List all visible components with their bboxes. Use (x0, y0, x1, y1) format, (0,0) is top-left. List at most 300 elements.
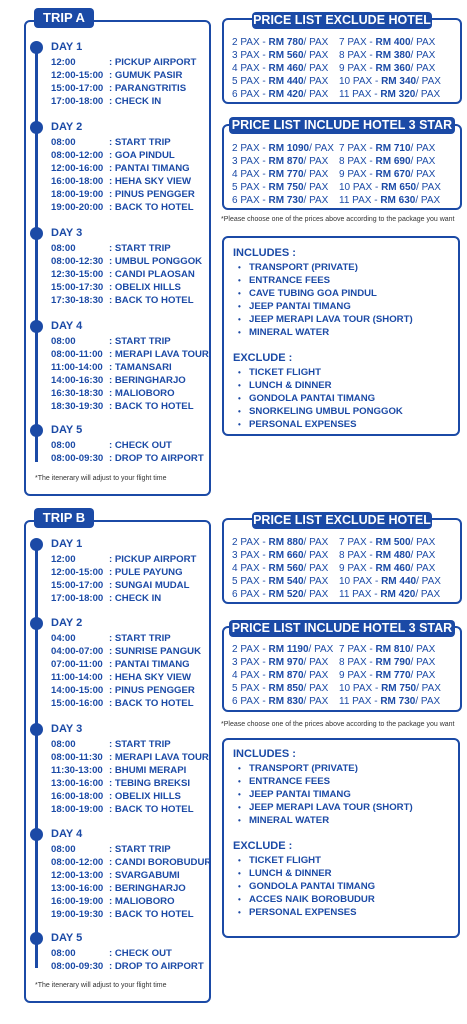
day-label: DAY 1 (51, 41, 83, 53)
itinerary-row (51, 751, 209, 764)
pax-count: 11 PAX - (339, 589, 378, 600)
price-row (232, 194, 328, 207)
itinerary-row (51, 895, 175, 908)
price-value: RM 780 (268, 37, 304, 48)
itinerary-note: *The itenerary will adjust to your flight time (35, 982, 167, 989)
exclude-item: • TICKET FLIGHT (238, 854, 321, 867)
itinerary-row (51, 803, 194, 816)
itinerary-time: 04:00-07:00 (51, 646, 104, 657)
pax-count: 10 PAX - (339, 683, 379, 694)
itinerary-time: 11:00-14:00 (51, 672, 103, 683)
price-row (339, 656, 435, 669)
timeline-dot (30, 723, 43, 736)
itinerary-row (51, 697, 194, 710)
trip-title-tab: TRIP B (34, 508, 94, 528)
itinerary-time: 18:00-19:00 (51, 189, 104, 200)
price-value: RM 540 (268, 576, 304, 587)
price-unit: / PAX (415, 589, 441, 600)
timeline-dot (30, 424, 43, 437)
price-row (232, 75, 328, 88)
itinerary-row (51, 136, 171, 149)
price-unit: / PAX (303, 182, 329, 193)
itinerary-time: 17:00-18:00 (51, 593, 104, 604)
price-row (339, 575, 441, 588)
itinerary-row (51, 56, 196, 69)
price-note: *Please choose one of the prices above according to the package you want (221, 721, 455, 728)
itinerary-time: 12:00 (51, 554, 76, 565)
price-value: RM 400 (375, 37, 411, 48)
price-unit: / PAX (303, 76, 329, 87)
timeline-dot (30, 828, 43, 841)
itinerary-row (51, 553, 196, 566)
price-unit: / PAX (303, 563, 329, 574)
pax-count: 5 PAX - (232, 76, 266, 87)
itinerary-row (51, 452, 204, 465)
price-row (232, 62, 328, 75)
itinerary-time: 17:00-18:00 (51, 96, 104, 107)
itinerary-row (51, 361, 172, 374)
price-unit: / PAX (303, 696, 329, 707)
price-unit: / PAX (303, 589, 329, 600)
itinerary-time: 08:00-11:30 (51, 752, 103, 763)
itinerary-time: 04:00 (51, 633, 76, 644)
itinerary-activity: : SUNRISE PANGUK (109, 646, 202, 657)
itinerary-row (51, 882, 186, 895)
pax-count: 9 PAX - (339, 63, 373, 74)
price-row (339, 36, 435, 49)
price-unit: / PAX (410, 169, 436, 180)
price-unit: / PAX (309, 143, 334, 154)
exclude-item: • GONDOLA PANTAI TIMANG (238, 880, 375, 893)
price-value: RM 380 (375, 50, 411, 61)
itinerary-activity: : BACK TO HOTEL (109, 698, 194, 709)
itinerary-activity: : OBELIX HILLS (109, 791, 181, 802)
exclude-item: • ACCES NAIK BOROBUDUR (238, 893, 375, 906)
itinerary-row (51, 387, 175, 400)
itinerary-time: 13:00-16:00 (51, 883, 104, 894)
itinerary-time: 12:00-13:00 (51, 870, 104, 881)
itinerary-row (51, 632, 171, 645)
itinerary-time: 13:00-16:00 (51, 778, 104, 789)
itinerary-row (51, 175, 191, 188)
itinerary-time: 15:00-17:00 (51, 83, 104, 94)
itinerary-row (51, 255, 202, 268)
includes-item: • TRANSPORT (PRIVATE) (238, 762, 358, 775)
itinerary-row (51, 579, 189, 592)
pax-count: 8 PAX - (339, 50, 373, 61)
pax-count: 10 PAX - (339, 76, 379, 87)
itinerary-activity: : CANDI PLAOSAN (109, 269, 195, 280)
itinerary-time: 19:00-20:00 (51, 202, 104, 213)
price-row (232, 682, 328, 695)
pax-count: 4 PAX - (232, 563, 266, 574)
itinerary-time: 08:00 (51, 844, 76, 855)
price-value: RM 560 (268, 563, 304, 574)
pax-count: 9 PAX - (339, 169, 373, 180)
itinerary-activity: : BACK TO HOTEL (109, 401, 194, 412)
day-label: DAY 5 (51, 424, 83, 436)
itinerary-row (51, 268, 195, 281)
itinerary-row (51, 947, 172, 960)
price-unit: / PAX (303, 37, 329, 48)
itinerary-time: 11:00-14:00 (51, 362, 103, 373)
price-row (339, 75, 441, 88)
price-row (232, 588, 328, 601)
includes-item: • MINERAL WATER (238, 326, 329, 339)
timeline-line (35, 546, 38, 968)
timeline-dot (30, 932, 43, 945)
itinerary-time: 18:30-19:30 (51, 401, 104, 412)
day-label: DAY 4 (51, 828, 83, 840)
itinerary-row (51, 95, 161, 108)
pax-count: 7 PAX - (339, 644, 373, 655)
exclude-item: • GONDOLA PANTAI TIMANG (238, 392, 375, 405)
price-unit: / PAX (303, 576, 329, 587)
day-label: DAY 2 (51, 121, 83, 133)
price-unit: / PAX (303, 89, 329, 100)
itinerary-row (51, 658, 190, 671)
itinerary-activity: : GOA PINDUL (109, 150, 175, 161)
price-row (339, 181, 441, 194)
price-value: RM 520 (268, 589, 304, 600)
pax-count: 4 PAX - (232, 670, 266, 681)
price-row (339, 194, 440, 207)
price-value: RM 360 (375, 63, 411, 74)
price-unit: / PAX (410, 550, 436, 561)
price-value: RM 630 (380, 195, 416, 206)
itinerary-row (51, 374, 186, 387)
price-unit: / PAX (410, 537, 436, 548)
price-row (232, 549, 328, 562)
day-label: DAY 3 (51, 227, 83, 239)
price-unit: / PAX (410, 63, 436, 74)
itinerary-activity: : PULE PAYUNG (109, 567, 183, 578)
price-unit: / PAX (303, 156, 329, 167)
price-unit: / PAX (415, 89, 441, 100)
itinerary-row (51, 764, 186, 777)
timeline-dot (30, 538, 43, 551)
price-unit: / PAX (416, 182, 441, 193)
price-unit: / PAX (410, 657, 436, 668)
itinerary-activity: : SUNGAI MUDAL (109, 580, 190, 591)
itinerary-time: 08:00 (51, 137, 76, 148)
pax-count: 9 PAX - (339, 670, 373, 681)
itinerary-activity: : GUMUK PASIR (109, 70, 183, 81)
price-row (339, 682, 441, 695)
itinerary-activity: : BACK TO HOTEL (109, 909, 194, 920)
itinerary-time: 08:00-12:30 (51, 256, 104, 267)
itinerary-time: 18:00-19:00 (51, 804, 104, 815)
price-row (339, 168, 435, 181)
itinerary-time: 08:00 (51, 739, 76, 750)
pax-count: 7 PAX - (339, 37, 373, 48)
price-value: RM 460 (268, 63, 304, 74)
timeline-dot (30, 41, 43, 54)
itinerary-row (51, 566, 183, 579)
itinerary-row (51, 908, 194, 921)
itinerary-activity: : DROP TO AIRPORT (109, 453, 204, 464)
timeline-dot (30, 227, 43, 240)
price-unit: / PAX (410, 143, 436, 154)
itinerary-activity: : START TRIP (109, 336, 171, 347)
pax-count: 8 PAX - (339, 156, 373, 167)
itinerary-time: 12:00-16:00 (51, 163, 104, 174)
pax-count: 7 PAX - (339, 537, 373, 548)
itinerary-time: 08:00 (51, 336, 76, 347)
price-row (232, 142, 334, 155)
price-value: RM 480 (375, 550, 411, 561)
itinerary-note: *The itenerary will adjust to your flight time (35, 475, 167, 482)
itinerary-activity: : START TRIP (109, 633, 171, 644)
exclude-item: • LUNCH & DINNER (238, 867, 332, 880)
price-row (232, 181, 328, 194)
itinerary-activity: : UMBUL PONGGOK (109, 256, 203, 267)
pax-count: 10 PAX - (339, 576, 379, 587)
itinerary-activity: : MERAPI LAVA TOUR (109, 752, 209, 763)
pax-count: 4 PAX - (232, 169, 266, 180)
price-row (232, 49, 328, 62)
price-value: RM 750 (268, 182, 304, 193)
itinerary-activity: : TAMANSARI (109, 362, 172, 373)
price-unit: / PAX (410, 670, 436, 681)
pax-count: 6 PAX - (232, 696, 266, 707)
price-row (339, 62, 435, 75)
itinerary-time: 08:00-11:00 (51, 349, 103, 360)
price-value: RM 1190 (268, 644, 309, 655)
includes-item: • CAVE TUBING GOA PINDUL (238, 287, 377, 300)
price-unit: / PAX (308, 644, 334, 655)
itinerary-activity: : START TRIP (109, 243, 171, 254)
itinerary-time: 08:00-09:30 (51, 961, 104, 972)
itinerary-time: 19:00-19:30 (51, 909, 104, 920)
pax-count: 7 PAX - (339, 143, 373, 154)
price-row (339, 536, 435, 549)
price-unit: / PAX (416, 76, 441, 87)
pax-count: 5 PAX - (232, 683, 266, 694)
price-row (232, 168, 328, 181)
itinerary-row (51, 348, 209, 361)
price-unit: / PAX (415, 696, 441, 707)
exclude-title: EXCLUDE : (233, 352, 293, 364)
itinerary-row (51, 294, 194, 307)
pax-count: 2 PAX - (232, 537, 266, 548)
itinerary-time: 08:00-12:00 (51, 857, 104, 868)
itinerary-row (51, 242, 171, 255)
pax-count: 11 PAX - (339, 696, 378, 707)
price-unit: / PAX (410, 644, 436, 655)
itinerary-row (51, 162, 190, 175)
price-row (339, 549, 435, 562)
itinerary-activity: : MALIOBORO (109, 896, 175, 907)
price-exclude-title: PRICE LIST EXCLUDE HOTEL (253, 513, 431, 527)
day-label: DAY 1 (51, 538, 83, 550)
itinerary-row (51, 645, 201, 658)
itinerary-time: 08:00-12:00 (51, 150, 104, 161)
price-row (232, 536, 328, 549)
itinerary-time: 17:30-18:30 (51, 295, 104, 306)
itinerary-activity: : BACK TO HOTEL (109, 295, 194, 306)
itinerary-row (51, 960, 204, 973)
price-value: RM 340 (381, 76, 417, 87)
price-include-title: PRICE LIST INCLUDE HOTEL 3 STAR (229, 620, 455, 637)
itinerary-activity: : START TRIP (109, 739, 171, 750)
exclude-item: • PERSONAL EXPENSES (238, 418, 357, 431)
price-unit: / PAX (303, 683, 329, 694)
itinerary-time: 15:00-17:00 (51, 580, 104, 591)
exclude-item: • TICKET FLIGHT (238, 366, 321, 379)
itinerary-activity: : CHECK IN (109, 593, 162, 604)
price-unit: / PAX (410, 563, 436, 574)
price-row (232, 695, 328, 708)
price-value: RM 870 (268, 670, 304, 681)
itinerary-time: 11:30-13:00 (51, 765, 103, 776)
itinerary-time: 08:00 (51, 243, 76, 254)
price-include-title: PRICE LIST INCLUDE HOTEL 3 STAR (229, 117, 455, 134)
itinerary-row (51, 82, 186, 95)
pax-count: 6 PAX - (232, 195, 266, 206)
price-value: RM 660 (268, 550, 304, 561)
price-value: RM 1090 (268, 143, 310, 154)
price-row (232, 155, 328, 168)
price-value: RM 790 (375, 657, 411, 668)
itinerary-time: 14:00-16:30 (51, 375, 104, 386)
price-value: RM 870 (268, 156, 304, 167)
itinerary-activity: : BERINGHARJO (109, 883, 186, 894)
includes-item: • JEEP PANTAI TIMANG (238, 300, 351, 313)
itinerary-row (51, 790, 181, 803)
price-value: RM 560 (268, 50, 304, 61)
pax-count: 8 PAX - (339, 550, 373, 561)
exclude-item: • PERSONAL EXPENSES (238, 906, 357, 919)
price-value: RM 730 (268, 195, 304, 206)
itinerary-row (51, 201, 194, 214)
itinerary-row (51, 281, 181, 294)
timeline-dot (30, 617, 43, 630)
price-value: RM 440 (268, 76, 304, 87)
includes-item: • ENTRANCE FEES (238, 274, 330, 287)
itinerary-activity: : SVARGABUMI (109, 870, 180, 881)
pax-count: 8 PAX - (339, 657, 373, 668)
price-value: RM 830 (268, 696, 304, 707)
itinerary-time: 12:00-15:00 (51, 567, 104, 578)
itinerary-activity: : START TRIP (109, 844, 171, 855)
itinerary-activity: : CHECK OUT (109, 440, 172, 451)
price-note: *Please choose one of the prices above according to the package you want (221, 216, 455, 223)
itinerary-row (51, 439, 172, 452)
itinerary-activity: : CANDI BOROBUDUR (109, 857, 212, 868)
price-value: RM 850 (268, 683, 304, 694)
itinerary-activity: : PANTAI TIMANG (109, 659, 190, 670)
price-value: RM 690 (375, 156, 411, 167)
itinerary-activity: : HEHA SKY VIEW (109, 672, 192, 683)
price-value: RM 710 (375, 143, 411, 154)
includes-item: • JEEP MERAPI LAVA TOUR (SHORT) (238, 801, 413, 814)
price-row (339, 695, 440, 708)
itinerary-activity: : PICKUP AIRPORT (109, 554, 197, 565)
includes-item: • JEEP MERAPI LAVA TOUR (SHORT) (238, 313, 413, 326)
pax-count: 11 PAX - (339, 195, 378, 206)
pax-count: 11 PAX - (339, 89, 378, 100)
price-unit: / PAX (410, 156, 436, 167)
price-row (232, 36, 328, 49)
itinerary-activity: : PARANGTRITIS (109, 83, 187, 94)
itinerary-activity: : START TRIP (109, 137, 171, 148)
itinerary-row (51, 400, 194, 413)
timeline-dot (30, 121, 43, 134)
itinerary-activity: : HEHA SKY VIEW (109, 176, 192, 187)
price-row (232, 562, 328, 575)
price-unit: / PAX (303, 195, 329, 206)
itinerary-time: 14:00-15:00 (51, 685, 104, 696)
itinerary-time: 12:00 (51, 57, 76, 68)
itinerary-time: 16:00-19:00 (51, 896, 104, 907)
exclude-title: EXCLUDE : (233, 840, 293, 852)
itinerary-activity: : PICKUP AIRPORT (109, 57, 197, 68)
day-label: DAY 2 (51, 617, 83, 629)
price-value: RM 320 (380, 89, 416, 100)
pax-count: 2 PAX - (232, 644, 266, 655)
itinerary-time: 08:00 (51, 948, 76, 959)
trip-title-tab: TRIP A (34, 8, 94, 28)
itinerary-row (51, 869, 180, 882)
itinerary-activity: : DROP TO AIRPORT (109, 961, 204, 972)
includes-item: • ENTRANCE FEES (238, 775, 330, 788)
itinerary-time: 15:00-17:30 (51, 282, 104, 293)
itinerary-row (51, 188, 195, 201)
itinerary-activity: : PINUS PENGGER (109, 189, 195, 200)
itinerary-activity: : PINUS PENGGER (109, 685, 195, 696)
pax-count: 9 PAX - (339, 563, 373, 574)
price-row (232, 575, 328, 588)
itinerary-row (51, 671, 191, 684)
itinerary-row (51, 738, 171, 751)
price-value: RM 970 (268, 657, 304, 668)
price-unit: / PAX (303, 537, 329, 548)
pax-count: 6 PAX - (232, 89, 266, 100)
pax-count: 3 PAX - (232, 657, 266, 668)
itinerary-row (51, 856, 211, 869)
itinerary-activity: : BERINGHARJO (109, 375, 186, 386)
itinerary-activity: : BACK TO HOTEL (109, 202, 194, 213)
pax-count: 3 PAX - (232, 50, 266, 61)
itinerary-activity: : OBELIX HILLS (109, 282, 181, 293)
price-row (339, 588, 440, 601)
timeline-dot (30, 320, 43, 333)
itinerary-activity: : MERAPI LAVA TOUR (109, 349, 209, 360)
day-label: DAY 4 (51, 320, 83, 332)
price-value: RM 750 (381, 683, 417, 694)
pax-count: 3 PAX - (232, 156, 266, 167)
includes-title: INCLUDES : (233, 748, 296, 760)
exclude-item: • LUNCH & DINNER (238, 379, 332, 392)
pax-count: 4 PAX - (232, 63, 266, 74)
price-value: RM 770 (375, 670, 411, 681)
pax-count: 2 PAX - (232, 37, 266, 48)
itinerary-activity: : TEBING BREKSI (109, 778, 191, 789)
price-value: RM 420 (380, 589, 416, 600)
price-value: RM 770 (268, 169, 304, 180)
price-value: RM 810 (375, 644, 411, 655)
price-row (339, 49, 435, 62)
itinerary-activity: : CHECK IN (109, 96, 162, 107)
includes-item: • MINERAL WATER (238, 814, 329, 827)
price-value: RM 730 (380, 696, 416, 707)
itinerary-time: 12:00-15:00 (51, 70, 104, 81)
itinerary-row (51, 335, 171, 348)
itinerary-time: 16:00-18:00 (51, 791, 104, 802)
price-row (232, 669, 328, 682)
price-row (339, 142, 435, 155)
